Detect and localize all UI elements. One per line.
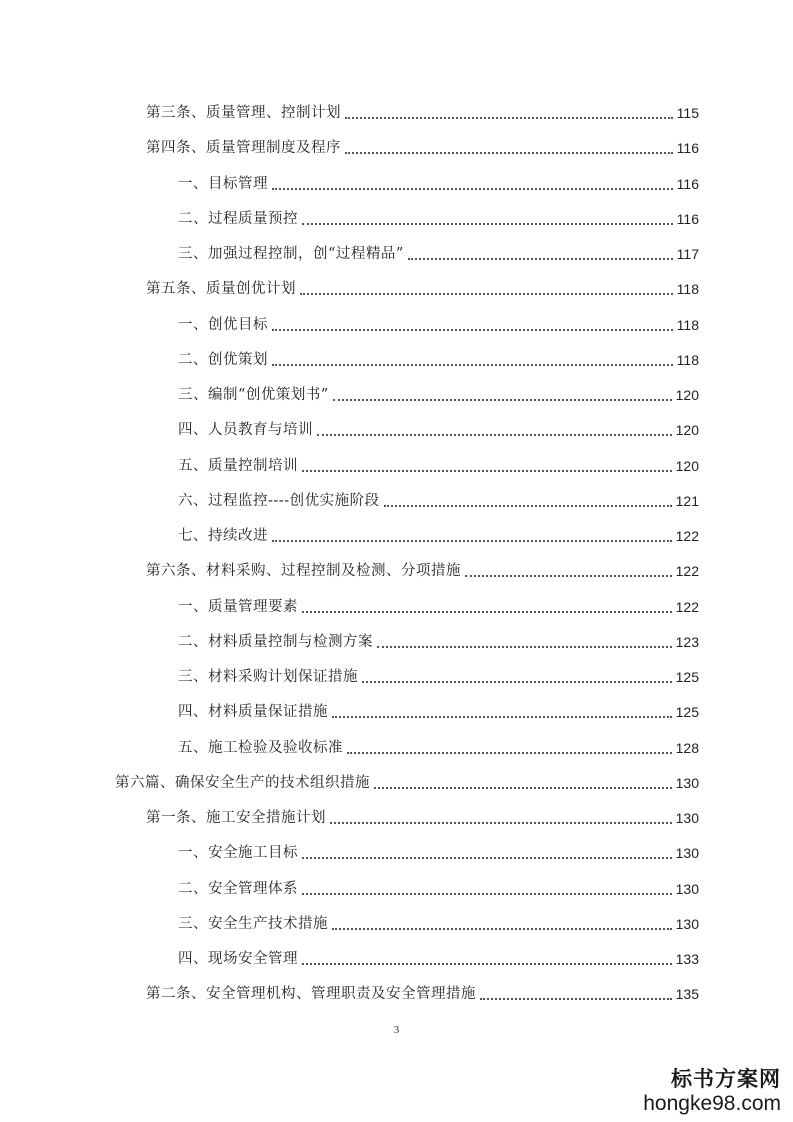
toc-entry[interactable] [178, 698, 699, 722]
toc-entry[interactable] [178, 170, 699, 194]
toc-entry-label: 四、现场安全管理 [178, 951, 298, 967]
toc-entry-label: 一、目标管理 [178, 175, 268, 192]
dot-leader [384, 505, 672, 507]
toc-entry-label: 第六条、材料采购、过程控制及检测、分项措施 [146, 563, 461, 580]
toc-entry-label: 第一条、施工安全措施计划 [146, 810, 326, 826]
dot-leader [345, 152, 673, 154]
dot-leader [465, 575, 672, 577]
dot-leader [330, 822, 672, 824]
toc-entry[interactable] [178, 945, 699, 969]
toc-entry-label: 二、材料质量控制与检测方案 [178, 633, 373, 650]
dot-leader [377, 646, 672, 648]
watermark [636, 1066, 781, 1116]
toc-entry-page: 130 [675, 915, 699, 932]
dot-leader [302, 470, 672, 472]
toc-entry[interactable] [178, 628, 699, 652]
page-number: 3 [393, 1024, 400, 1036]
toc-entry[interactable] [178, 593, 699, 617]
toc-entry-label: 一、创优目标 [178, 316, 268, 333]
toc-entry-page: 117 [676, 246, 699, 262]
toc-entry-label: 三、编制“创优策划书” [178, 387, 329, 403]
toc-entry[interactable] [178, 452, 699, 476]
toc-entry-page: 130 [675, 845, 699, 862]
dot-leader [347, 752, 672, 754]
dot-leader [272, 329, 673, 331]
toc-entry-label: 一、质量管理要素 [178, 598, 298, 615]
toc-entry-label: 三、材料采购计划保证措施 [178, 669, 358, 685]
toc-entry-page: 130 [675, 774, 699, 791]
toc-entry-label: 第四条、质量管理制度及程序 [146, 140, 341, 157]
dot-leader [302, 963, 672, 965]
toc-entry-label: 七、持续改进 [178, 528, 268, 544]
dot-leader [480, 998, 672, 1000]
toc-entry-page: 125 [675, 704, 699, 721]
toc-entry-page: 123 [675, 633, 699, 650]
toc-entry-label: 四、材料质量保证措施 [178, 704, 328, 721]
toc-entry[interactable] [178, 910, 699, 934]
toc-entry-label: 二、安全管理体系 [178, 880, 298, 897]
toc-entry-page: 130 [675, 880, 699, 897]
toc-entry[interactable] [178, 487, 699, 511]
dot-leader [374, 787, 672, 789]
toc-entry-page: 130 [675, 810, 699, 826]
dot-leader [300, 293, 673, 295]
toc-entry-page: 116 [676, 175, 699, 192]
dot-leader [302, 857, 672, 859]
toc-entry-label: 五、施工检验及验收标准 [178, 739, 343, 756]
toc-entry[interactable] [178, 416, 699, 440]
toc-entry[interactable] [178, 205, 699, 229]
toc-entry-label: 二、创优策划 [178, 351, 268, 368]
toc-entry-page: 121 [675, 492, 699, 509]
dot-leader [272, 540, 672, 542]
toc-entry[interactable] [146, 557, 699, 581]
toc-entry-page: 122 [675, 563, 699, 580]
toc-entry-page: 118 [676, 351, 699, 368]
toc-entry[interactable] [178, 240, 699, 264]
toc-entry-label: 第六篇、确保安全生产的技术组织措施 [115, 774, 370, 791]
toc-entry-page: 133 [675, 951, 699, 967]
toc-entry-page: 128 [675, 739, 699, 756]
toc-entry-page: 120 [675, 422, 699, 439]
toc-entry[interactable] [178, 663, 699, 687]
toc-entry-page: 122 [675, 598, 699, 615]
toc-entry-label: 五、质量控制培训 [178, 457, 298, 474]
toc-entry[interactable] [178, 346, 699, 370]
toc-entry-page: 115 [676, 105, 699, 121]
toc-entry-page: 125 [675, 669, 699, 685]
toc-entry[interactable] [178, 875, 699, 899]
watermark-url: hongke98.com [643, 1092, 781, 1115]
dot-leader [272, 188, 673, 190]
toc-entry[interactable] [146, 804, 699, 828]
toc-entry-page: 120 [675, 387, 699, 403]
toc-entry-label: 一、安全施工目标 [178, 845, 298, 862]
watermark-name: 标书方案网 [671, 1066, 781, 1091]
toc-entry[interactable] [146, 275, 699, 299]
dot-leader [333, 399, 672, 401]
toc-entry-page: 116 [676, 210, 699, 227]
toc-entry-page: 135 [675, 986, 699, 1003]
toc-entry-label: 三、安全生产技术措施 [178, 915, 328, 932]
toc-entry[interactable] [146, 980, 699, 1004]
toc-entry-page: 118 [676, 316, 699, 333]
toc-entry[interactable] [115, 769, 699, 793]
dot-leader [317, 434, 672, 436]
toc-entry-label: 第五条、质量创优计划 [146, 281, 296, 298]
toc-entry-label: 第二条、安全管理机构、管理职责及安全管理措施 [146, 986, 476, 1003]
toc-entry-page: 120 [675, 457, 699, 474]
toc-entry-label: 三、加强过程控制，创“过程精品” [178, 246, 404, 262]
toc-entry[interactable] [178, 311, 699, 335]
toc-entry[interactable] [178, 381, 699, 405]
dot-leader [272, 364, 673, 366]
toc-entry[interactable] [178, 839, 699, 863]
toc-entry-page: 118 [676, 281, 699, 298]
dot-leader [345, 117, 673, 119]
toc-entry-page: 122 [675, 528, 699, 544]
dot-leader [408, 258, 673, 260]
toc-entry[interactable] [178, 522, 699, 546]
toc-entry-label: 第三条、质量管理、控制计划 [146, 105, 341, 121]
dot-leader [332, 928, 672, 930]
toc-entry[interactable] [146, 134, 699, 158]
dot-leader [332, 716, 672, 718]
dot-leader [302, 611, 672, 613]
toc-entry-label: 四、人员教育与培训 [178, 422, 313, 439]
toc-entry[interactable] [178, 734, 699, 758]
dot-leader [302, 893, 672, 895]
dot-leader [362, 681, 672, 683]
toc-entry-label: 六、过程监控----创优实施阶段 [178, 492, 380, 509]
toc-entry[interactable] [146, 99, 699, 123]
dot-leader [302, 223, 673, 225]
toc-entry-label: 二、过程质量预控 [178, 210, 298, 227]
toc-entry-page: 116 [676, 140, 699, 157]
